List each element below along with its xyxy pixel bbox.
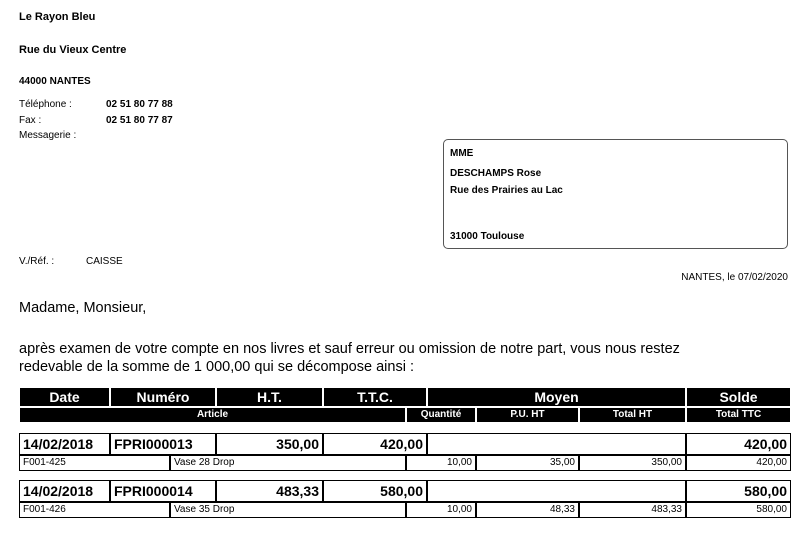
row-2-article: Vase 35 Drop (170, 502, 406, 518)
greeting: Madame, Monsieur, (19, 300, 147, 316)
phone-label: Téléphone : (19, 99, 72, 110)
mail-label: Messagerie : (19, 130, 77, 141)
fax-value: 02 51 80 77 87 (106, 115, 173, 126)
col-header-moyen: Moyen (427, 387, 686, 407)
body-line-1: après examen de votre compte en nos livres et sauf erreur ou omission de notre part, vous nous restez (19, 341, 680, 357)
row-2-solde: 580,00 (686, 480, 791, 502)
row-2-total-ttc: 580,00 (686, 502, 791, 518)
reference-label: V./Réf. : (19, 256, 55, 267)
recipient-street: Rue des Prairies au Lac (450, 185, 563, 196)
row-2-ht: 483,33 (216, 480, 323, 502)
row-2-numero: FPRI000014 (110, 480, 216, 502)
row-2-moyen (427, 480, 686, 502)
recipient-title: MME (450, 148, 474, 159)
row-1-numero: FPRI000013 (110, 433, 216, 455)
recipient-city: 31000 Toulouse (450, 231, 525, 242)
col-header-numero: Numéro (110, 387, 216, 407)
row-1-total-ht: 350,00 (579, 455, 686, 471)
sender-street: Rue du Vieux Centre (19, 44, 127, 56)
col-header-quantite: Quantité (406, 407, 476, 423)
row-2-quantite: 10,00 (406, 502, 476, 518)
row-1-total-ttc: 420,00 (686, 455, 791, 471)
recipient-name: DESCHAMPS Rose (450, 168, 542, 179)
col-header-total-ht: Total HT (579, 407, 686, 423)
col-header-ttc: T.T.C. (323, 387, 427, 407)
col-header-ht: H.T. (216, 387, 323, 407)
phone-value: 02 51 80 77 88 (106, 99, 173, 110)
col-header-article: Article (19, 407, 406, 423)
row-2-code: F001-426 (19, 502, 170, 518)
row-1-ht: 350,00 (216, 433, 323, 455)
recipient-address-box (443, 139, 788, 249)
reference-value: CAISSE (86, 256, 123, 267)
sender-city: 44000 NANTES (19, 76, 91, 87)
fax-label: Fax : (19, 115, 42, 126)
row-1-article: Vase 28 Drop (170, 455, 406, 471)
row-2-pu-ht: 48,33 (476, 502, 579, 518)
row-2-date: 14/02/2018 (19, 480, 110, 502)
col-header-pu-ht: P.U. HT (476, 407, 579, 423)
row-1-code: F001-425 (19, 455, 170, 471)
row-1-solde: 420,00 (686, 433, 791, 455)
col-header-total-ttc: Total TTC (686, 407, 791, 423)
row-1-date: 14/02/2018 (19, 433, 110, 455)
row-1-ttc: 420,00 (323, 433, 427, 455)
col-header-solde: Solde (686, 387, 791, 407)
row-1-pu-ht: 35,00 (476, 455, 579, 471)
sender-company: Le Rayon Bleu (19, 11, 96, 23)
row-2-ttc: 580,00 (323, 480, 427, 502)
col-header-date: Date (19, 387, 110, 407)
place-date: NANTES, le 07/02/2020 (681, 272, 788, 283)
row-1-quantite: 10,00 (406, 455, 476, 471)
body-line-2: redevable de la somme de 1 000,00 qui se décompose ainsi : (19, 359, 414, 375)
row-1-moyen (427, 433, 686, 455)
row-2-total-ht: 483,33 (579, 502, 686, 518)
